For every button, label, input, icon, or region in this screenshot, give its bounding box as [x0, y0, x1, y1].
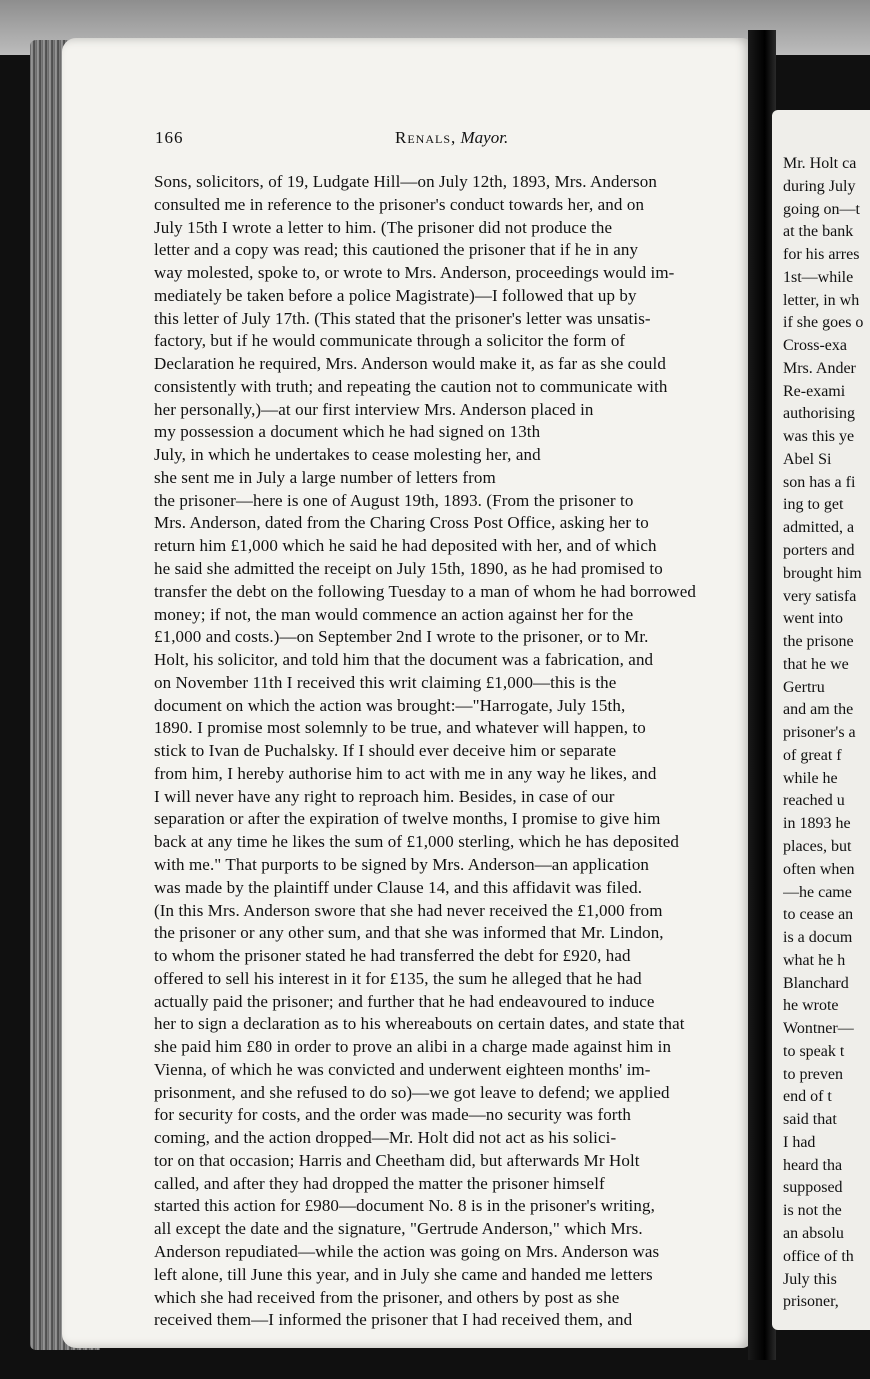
right-page-line: 1st—while — [783, 268, 854, 286]
right-page-line: very satisfa — [783, 587, 857, 605]
text-line: consistently with truth; and repeating the caution not to communicate with — [154, 376, 668, 396]
right-page-line: said that — [783, 1111, 837, 1129]
text-line: stick to Ivan de Puchalsky. If I should ever deceive him or separate — [154, 741, 617, 761]
body-text — [154, 171, 756, 1332]
text-line: Vienna, of which he was convicted and underwent eighteen months' im- — [154, 1059, 651, 1079]
text-line: her personally,)—at our first interview Mrs. Anderson placed in — [154, 399, 594, 419]
right-page-line: reached u — [783, 792, 845, 810]
page-header — [155, 128, 750, 156]
right-page-line: to cease an — [783, 906, 854, 924]
right-page-line: heard tha — [783, 1156, 843, 1174]
right-page-line: son has a fi — [783, 473, 856, 491]
text-line: was made by the plaintiff under Clause 14, and this affidavit was filed. — [154, 877, 643, 897]
text-line: letter and a copy was read; this cautioned the prisoner that if he in any — [154, 240, 639, 260]
right-page-line: Abel Si — [783, 450, 832, 468]
right-page-line: end of t — [783, 1088, 832, 1106]
text-line: Declaration he required, Mrs. Anderson would make it, as far as she could — [154, 354, 666, 374]
text-line: on November 11th I received this writ claiming £1,000—this is the — [154, 672, 617, 692]
text-line: actually paid the prisoner; and further that he had endeavoured to induce — [154, 991, 655, 1011]
text-line: July 15th I wrote a letter to him. (The prisoner did not produce the — [154, 217, 613, 237]
right-page-line: porters and — [783, 542, 855, 560]
text-line: her to sign a declaration as to his whereabouts on certain dates, and state that — [154, 1014, 685, 1034]
right-page-line: and am the — [783, 701, 854, 719]
text-line: mediately be taken before a police Magistrate)—I followed that up by — [154, 285, 637, 305]
text-line: money; if not, the man would commence an action against her for the — [154, 604, 634, 624]
text-line: Anderson repudiated—while the action was going on Mrs. Anderson was — [154, 1241, 660, 1261]
text-line: started this action for £980—document No. 8 is in the prisoner's writing, — [154, 1196, 655, 1216]
right-page-line: Blanchard — [783, 974, 849, 992]
right-page-line: brought him — [783, 564, 862, 582]
right-page-line: he wrote — [783, 997, 839, 1015]
text-line: she paid him £80 in order to prove an alibi in a charge made against him in — [154, 1037, 672, 1057]
right-page-line: places, but — [783, 837, 852, 855]
right-page-line: going on—t — [783, 200, 860, 218]
text-line: prisonment, and she refused to do so)—we got leave to defend; we applied — [154, 1082, 670, 1102]
right-page-line: Cross-exa — [783, 337, 847, 355]
text-line: the prisoner—here is one of August 19th, 1893. (From the prisoner to — [154, 490, 634, 510]
text-line: offered to sell his interest in it for £135, the sum he alleged that he had — [154, 968, 642, 988]
right-page-line: often when — [783, 860, 855, 878]
text-line: separation or after the expiration of twelve months, I promise to give him — [154, 809, 661, 829]
right-page-line: went into — [783, 610, 843, 628]
right-page-line: prisoner, — [783, 1293, 839, 1311]
right-page-line: admitted, a — [783, 519, 855, 537]
right-page-line: —he came — [783, 883, 852, 901]
page-number: 166 — [155, 128, 184, 147]
right-page-line: if she goes o — [783, 314, 864, 332]
right-page-line: an absolu — [783, 1224, 844, 1242]
right-page-line: letter, in wh — [783, 291, 860, 309]
text-line: Mrs. Anderson, dated from the Charing Cross Post Office, asking her to — [154, 513, 649, 533]
right-page-line: Mrs. Ander — [783, 359, 856, 377]
text-line: consulted me in reference to the prisoner's conduct towards her, and on — [154, 194, 645, 214]
right-page-line: in 1893 he — [783, 815, 851, 833]
text-line: the prisoner or any other sum, and that she was informed that Mr. Lindon, — [154, 923, 664, 943]
right-page-line: at the bank — [783, 223, 854, 241]
running-head-name: Renals, — [395, 128, 457, 147]
text-line: return him £1,000 which he said he had deposited with her, and of which — [154, 536, 657, 556]
text-line: (In this Mrs. Anderson swore that she had never received the £1,000 from — [154, 900, 663, 920]
text-line: I will never have any right to reproach him. Besides, in case of our — [154, 786, 615, 806]
text-line: called, and after they had dropped the matter the prisoner himself — [154, 1173, 605, 1193]
right-page-line: authorising — [783, 405, 855, 423]
right-page-line: while he — [783, 769, 838, 787]
text-line: £1,000 and costs.)—on September 2nd I wrote to the prisoner, or to Mr. — [154, 627, 649, 647]
text-line: tor on that occasion; Harris and Cheetham did, but afterwards Mr Holt — [154, 1150, 640, 1170]
text-line: for security for costs, and the order was made—no security was forth — [154, 1105, 631, 1125]
text-line: with me." That purports to be signed by Mrs. Anderson—an application — [154, 854, 650, 874]
right-page-line: the prisone — [783, 633, 854, 651]
text-line: factory, but if he would communicate through a solicitor the form of — [154, 331, 626, 351]
text-line: my possession a document which he had signed on 13th — [154, 422, 541, 442]
text-line: back at any time he likes the sum of £1,000 sterling, which he has deposited — [154, 832, 680, 852]
right-page-line: office of th — [783, 1247, 854, 1265]
text-line: coming, and the action dropped—Mr. Holt did not act as his solici- — [154, 1128, 617, 1148]
text-line: received them—I informed the prisoner that I had received them, and — [154, 1310, 633, 1330]
right-page-line: prisoner's a — [783, 724, 856, 742]
text-line: Sons, solicitors, of 19, Ludgate Hill—on July 12th, 1893, Mrs. Anderson — [154, 172, 657, 191]
text-line: way molested, spoke to, or wrote to Mrs. Anderson, proceedings would im- — [154, 263, 675, 283]
right-page-text — [783, 153, 870, 1314]
text-line: left alone, till June this year, and in July she came and handed me letters — [154, 1264, 653, 1284]
right-page-line: supposed — [783, 1179, 843, 1197]
text-line: document on which the action was brought:—"Harrogate, July 15th, — [154, 695, 626, 715]
text-line: which she had received from the prisoner, and others by post as she — [154, 1287, 620, 1307]
right-page-line: Mr. Holt ca — [783, 155, 857, 172]
text-line: Holt, his solicitor, and told him that the document was a fabrication, and — [154, 650, 654, 670]
text-line: to whom the prisoner stated he had transferred the debt for £920, had — [154, 946, 631, 966]
text-line: all except the date and the signature, "Gertrude Anderson," which Mrs. — [154, 1219, 643, 1239]
right-page-line: that he we — [783, 655, 849, 673]
text-line: transfer the debt on the following Tuesday to a man of whom he had borrowed — [154, 581, 696, 601]
text-line: from him, I hereby authorise him to act with me in any way he likes, and — [154, 763, 657, 783]
right-page-line: Gertru — [783, 678, 825, 696]
text-line: July, in which he undertakes to cease molesting her, and — [154, 445, 541, 465]
right-page-line: to preven — [783, 1065, 843, 1083]
text-line: this letter of July 17th. (This stated that the prisoner's letter was unsatis- — [154, 308, 651, 328]
right-page-line: is a docum — [783, 929, 853, 947]
right-page-line: to speak t — [783, 1042, 845, 1060]
right-page-line: for his arres — [783, 246, 860, 264]
text-line: he said she admitted the receipt on July 15th, 1890, as he had promised to — [154, 559, 663, 579]
text-line: 1890. I promise most solemnly to be true, and whatever will happen, to — [154, 718, 646, 738]
running-head-title: Mayor. — [460, 128, 509, 147]
right-page-line: is not the — [783, 1202, 842, 1220]
right-page-line: during July — [783, 177, 856, 195]
right-page-line: was this ye — [783, 428, 855, 446]
right-page-line: I had — [783, 1133, 816, 1151]
right-page-line: of great f — [783, 746, 842, 764]
right-page-line: July this — [783, 1270, 837, 1288]
right-page-line: what he h — [783, 951, 846, 969]
running-head — [395, 128, 508, 148]
right-page-line: Re-exami — [783, 382, 846, 400]
right-page-line: Wontner— — [783, 1020, 854, 1038]
right-page-line: ing to get — [783, 496, 844, 514]
text-line: she sent me in July a large number of letters from — [154, 467, 496, 487]
